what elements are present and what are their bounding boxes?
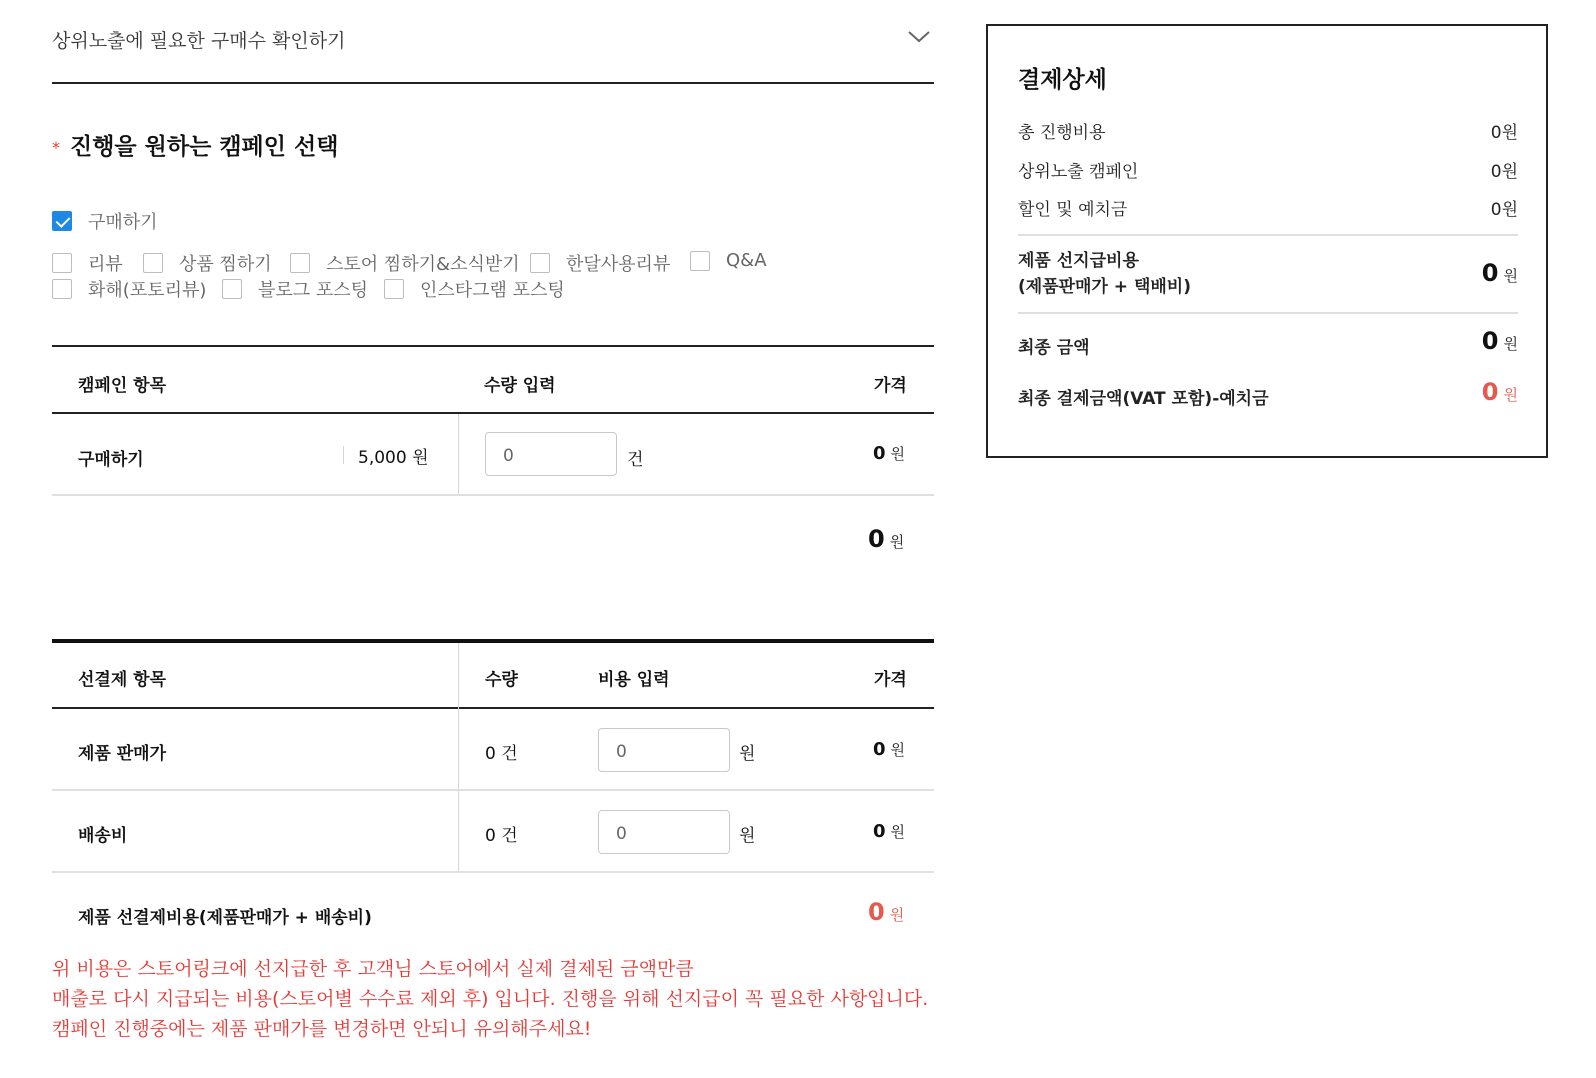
option-label: 한달사용리뷰: [566, 254, 671, 275]
row-qty: 0 건: [485, 826, 518, 846]
detail-row-discount: 할인 및 예치금 0원: [1018, 200, 1518, 220]
option-review[interactable]: [52, 250, 123, 276]
checkbox[interactable]: [52, 253, 72, 273]
row-divider: [52, 494, 934, 496]
notice-line: 캠페인 진행중에는 제품 판매가를 변경하면 안되니 유의해주세요!: [52, 1018, 592, 1040]
product-price-input[interactable]: 0: [598, 728, 730, 772]
row-total: 0 원: [873, 739, 906, 760]
checkbox[interactable]: [290, 253, 310, 273]
campaign-header-qty: 수량 입력: [484, 376, 556, 396]
row-name: 배송비: [78, 826, 128, 846]
purchase-count-accordion[interactable]: [52, 0, 934, 84]
prepay-summary-label: 제품 선결제비용(제품판매가 + 배송비): [78, 908, 372, 928]
checkbox[interactable]: [530, 253, 550, 273]
option-label: 화해(포토리뷰): [88, 280, 207, 301]
checkbox[interactable]: [384, 279, 404, 299]
option-label: 스토어 찜하기&소식받기: [326, 254, 520, 275]
prepay-column-divider: [458, 643, 459, 871]
row-total: 0 원: [873, 443, 906, 464]
notice-line: 매출로 다시 지급되는 비용(스토어별 수수료 제외 후) 입니다. 진행을 위해 선지급이 꼭 필요한 사항입니다.: [52, 988, 929, 1010]
panel-divider: [1018, 234, 1518, 236]
option-label: 상품 찜하기: [179, 254, 272, 275]
option-blog[interactable]: [222, 276, 368, 302]
option-purchase[interactable]: [52, 208, 158, 234]
shipping-fee-input[interactable]: 0: [598, 810, 730, 854]
checkbox[interactable]: [690, 251, 710, 271]
prepay-table-top-border: [52, 639, 934, 643]
campaign-header-divider: [52, 412, 934, 414]
campaign-select-title-text: 진행을 원하는 캠페인 선택: [70, 134, 339, 160]
detail-row-total-cost: 총 진행비용 0원: [1018, 123, 1518, 143]
option-label: 블로그 포스팅: [258, 280, 369, 301]
chevron-down-icon[interactable]: [906, 26, 932, 46]
campaign-header-item: 캠페인 항목: [78, 376, 167, 396]
detail-row-final-vat: 최종 결제금액(VAT 포함)-예치금 0 원: [1018, 378, 1518, 409]
checkbox-checked[interactable]: [52, 211, 72, 231]
unit-price: 5,000 원: [358, 448, 429, 468]
checkbox[interactable]: [143, 253, 163, 273]
prepay-header-divider: [52, 707, 934, 709]
campaign-header-price: 가격: [874, 376, 907, 396]
campaign-select-title: [52, 128, 338, 161]
prepay-summary-value: 0 원: [868, 898, 905, 926]
row-divider: [52, 789, 934, 791]
prepay-notice: [52, 954, 928, 1044]
option-label: 리뷰: [88, 254, 123, 275]
detail-row-prepay: 제품 선지급비용 (제품판매가 + 택배비) 0 원: [1018, 251, 1518, 297]
column-divider: [458, 414, 459, 494]
campaign-subtotal: 0 원: [868, 525, 905, 553]
option-hwahae[interactable]: [52, 276, 206, 302]
panel-title: 결제상세: [1018, 67, 1107, 93]
detail-row-campaign: 상위노출 캠페인 0원: [1018, 162, 1518, 182]
row-divider: [52, 871, 934, 873]
divider: [343, 446, 344, 464]
notice-line: 위 비용은 스토어링크에 선지급한 후 고객님 스토어에서 실제 결제된 금액만큼: [52, 958, 694, 980]
accordion-label: 상위노출에 필요한 구매수 확인하기: [52, 30, 346, 52]
required-mark: *: [52, 138, 60, 157]
payment-detail-panel: [986, 24, 1548, 458]
detail-row-final: 최종 금액 0 원: [1018, 327, 1518, 358]
prepay-header-item: 선결제 항목: [78, 670, 167, 690]
row-name: 구매하기: [78, 450, 144, 470]
cost-unit: 원: [739, 744, 756, 764]
prepay-header-price: 가격: [874, 670, 907, 690]
option-month-review[interactable]: [530, 250, 670, 276]
qty-input[interactable]: 0: [485, 432, 617, 476]
cost-unit: 원: [739, 826, 756, 846]
option-instagram[interactable]: [384, 276, 565, 302]
row-name: 제품 판매가: [78, 744, 167, 764]
option-product-wish[interactable]: [143, 250, 272, 276]
option-store-wish[interactable]: [290, 250, 520, 276]
checkbox[interactable]: [222, 279, 242, 299]
option-label: 인스타그램 포스팅: [420, 280, 565, 301]
prepay-header-cost: 비용 입력: [598, 670, 670, 690]
option-label: 구매하기: [88, 212, 158, 233]
campaign-table-top-border: [52, 345, 934, 347]
prepay-header-qty: 수량: [485, 670, 518, 690]
option-qna[interactable]: [690, 250, 767, 271]
row-total: 0 원: [873, 821, 906, 842]
qty-unit: 건: [627, 450, 644, 470]
option-label: Q&A: [726, 250, 767, 271]
checkbox[interactable]: [52, 279, 72, 299]
panel-divider: [1018, 312, 1518, 314]
row-qty: 0 건: [485, 744, 518, 764]
